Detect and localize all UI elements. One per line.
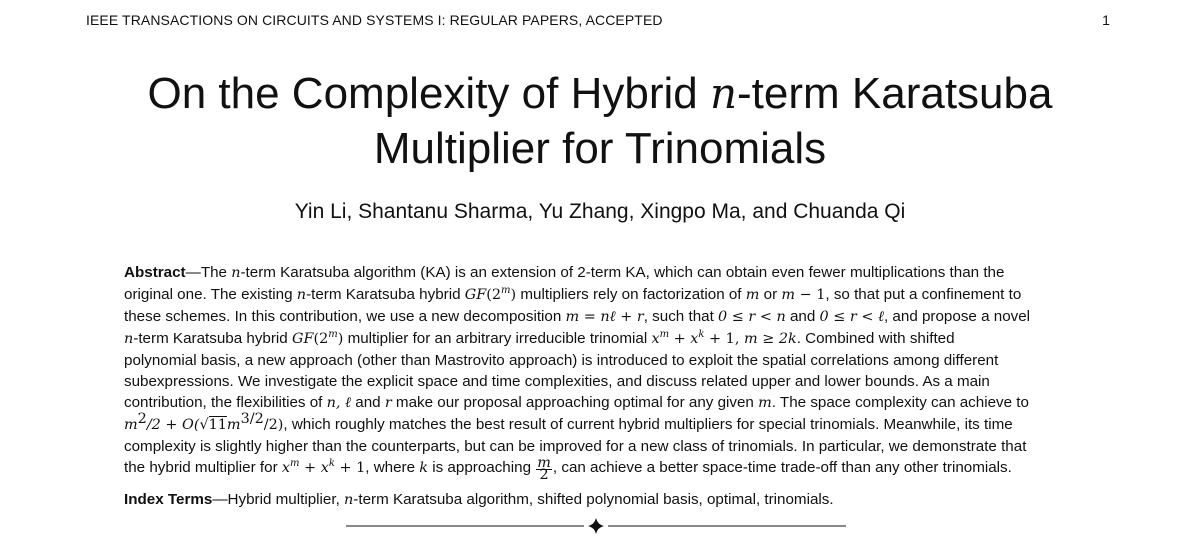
abstract-line <box>124 457 1074 481</box>
title-text: On the Complexity of Hybrid <box>147 69 710 118</box>
math-exponent: k <box>328 458 335 469</box>
math-gf-base: GF <box>291 331 314 347</box>
abstract-text: make our proposal approaching optimal for any given <box>391 394 759 411</box>
math-decomposition: m = nℓ + r <box>565 309 644 325</box>
math-m: m <box>745 287 760 303</box>
math-exponent: m <box>501 285 511 296</box>
separator-graphic <box>346 516 846 536</box>
abstract-text: , so that put a confinement to <box>825 286 1022 303</box>
math-fraction <box>536 455 552 483</box>
abstract-line <box>124 284 1074 306</box>
page-number: 1 <box>1102 12 1110 28</box>
abstract-text: , and propose a novel <box>883 308 1031 325</box>
abstract-text: . The space complexity can achieve to <box>771 394 1029 411</box>
index-terms-text: Hybrid multiplier, <box>227 491 345 508</box>
math-k: k <box>419 460 429 476</box>
index-terms-label: Index Terms <box>124 491 213 508</box>
math-m: m <box>124 417 138 433</box>
math-paren: ) <box>337 331 344 347</box>
abstract-line <box>124 262 1074 284</box>
math-n: n <box>296 287 307 303</box>
math-r: r <box>384 395 392 411</box>
math-plus: + <box>669 331 691 347</box>
math-trinomial <box>282 460 365 476</box>
math-gf <box>292 331 343 347</box>
author-list: Yin Li, Shantanu Sharma, Yu Zhang, Xingpo Ma, and Chuanda Qi <box>294 200 906 223</box>
abstract-text: the hybrid multiplier for <box>124 459 282 476</box>
math-n: n <box>124 331 134 347</box>
math-x: x <box>690 331 699 347</box>
abstract <box>124 262 1074 481</box>
math-n: n <box>344 492 354 508</box>
title-math-n: n <box>709 69 738 118</box>
abstract-text: , can achieve a better space-time trade-off than any other trinomials. <box>552 459 1012 476</box>
abstract-text: and <box>351 394 385 411</box>
abstract-text: these schemes. In this contribution, we use a new decomposition <box>124 308 566 325</box>
math-r-range: 0 ≤ r < n <box>718 309 786 325</box>
math-x: x <box>651 331 660 347</box>
title-line-2: Multiplier for Trinomials <box>373 124 827 173</box>
math-space-complexity <box>124 411 284 433</box>
math-plus: + <box>299 460 321 476</box>
math-eleven: 11 <box>208 417 227 433</box>
abstract-line <box>124 306 1074 328</box>
sqrt-symbol: √ <box>199 417 209 433</box>
math-gf <box>465 287 516 303</box>
index-terms <box>124 489 1074 511</box>
math-term: /2 + O( <box>146 417 200 433</box>
index-terms-text: -term Karatsuba algorithm, shifted polynomial basis, optimal, trinomials. <box>353 491 834 508</box>
abstract-text: . Combined with shifted <box>796 330 955 347</box>
abstract-text: and <box>785 308 820 325</box>
section-separator <box>346 516 846 536</box>
abstract-text: , where <box>365 459 420 476</box>
math-plus-one: + 1 <box>334 460 366 476</box>
math-paren: ( <box>486 287 492 303</box>
math-exponent: k <box>698 329 705 340</box>
math-x: x <box>281 460 290 476</box>
math-term: /2) <box>263 417 284 433</box>
paper-title <box>60 66 1140 176</box>
abstract-text: multiplier for an arbitrary irreducible trinomial <box>343 330 652 347</box>
running-header <box>86 12 1110 32</box>
math-exponent: m <box>289 458 300 469</box>
abstract-line: polynomial basis, a new approach (other than Mastrovito approach) is introduced to exploit the spatial correlations among different <box>124 352 999 369</box>
abstract-text: -term Karatsuba hybrid <box>133 330 292 347</box>
title-text: -term Karatsuba <box>737 69 1053 118</box>
math-plus-one: + 1, <box>704 331 744 347</box>
math-exponent: m <box>659 329 670 340</box>
math-gf-base: GF <box>464 287 487 303</box>
fraction-denominator: 2 <box>539 467 549 483</box>
abstract-text: contribution, the flexibilities of <box>124 394 327 411</box>
abstract-label: Abstract <box>124 264 186 281</box>
math-trinomial <box>651 331 796 347</box>
math-m: m <box>226 417 241 433</box>
abstract-text: multipliers rely on factorization of <box>516 286 746 303</box>
abstract-text: , which roughly matches the best result of current hybrid multipliers for special trinomials. Meanwhile, its time <box>283 416 1013 433</box>
math-m: m <box>781 287 796 303</box>
abstract-text: original one. The existing <box>124 286 297 303</box>
math-two: 2 <box>319 331 329 347</box>
index-terms-dash: — <box>212 491 228 508</box>
abstract-text: , such that <box>643 308 719 325</box>
math-n: n <box>231 265 241 281</box>
math-m: m <box>758 395 772 411</box>
diamond-ornament-icon <box>588 518 604 534</box>
abstract-line <box>124 392 1074 414</box>
abstract-line <box>124 411 1074 436</box>
math-n-ell: n, ℓ <box>326 395 352 411</box>
abstract-text: The <box>200 264 232 281</box>
abstract-text: or <box>759 286 782 303</box>
math-exponent: m <box>328 329 338 340</box>
abstract-text: -term Karatsuba algorithm (KA) is an extension of 2-term KA, which can obtain even fewer multiplications than the <box>240 264 1005 281</box>
math-exponent: 2 <box>137 411 147 427</box>
math-two: 2 <box>491 287 502 303</box>
math-r-ell-range: 0 ≤ r < ℓ <box>819 309 884 325</box>
math-x: x <box>320 460 329 476</box>
math-paren: ) <box>510 287 517 303</box>
abstract-line: subexpressions. We investigate the explicit space and time complexities, and discuss related upper and lower bounds. As a main <box>124 373 990 390</box>
math-paren: ( <box>313 331 320 347</box>
math-minus-one: − 1 <box>795 287 826 303</box>
abstract-text: is approaching <box>428 459 536 476</box>
abstract-dash: — <box>185 264 201 281</box>
journal-name: IEEE TRANSACTIONS ON CIRCUITS AND SYSTEMS I: REGULAR PAPERS, ACCEPTED <box>86 12 663 28</box>
title-line-1 <box>60 66 1140 121</box>
math-exponent: 3/2 <box>240 411 264 427</box>
abstract-line <box>124 328 1074 350</box>
fraction-numerator: m <box>537 455 551 471</box>
abstract-text: -term Karatsuba hybrid <box>306 286 465 303</box>
math-condition: m ≥ 2k <box>743 331 797 347</box>
abstract-line: complexity is slightly higher than the counterparts, but can be improved for a new class of trinomials. In particular, we demonstrate that <box>124 438 1027 455</box>
